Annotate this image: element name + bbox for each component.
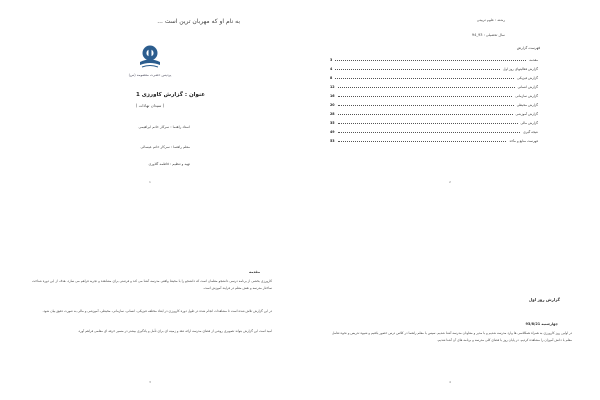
toc-item-page: 49 bbox=[330, 129, 335, 134]
toc-item[interactable] bbox=[330, 64, 538, 73]
toc-item[interactable] bbox=[330, 118, 538, 127]
toc-item-label: گزارش مالی bbox=[520, 120, 538, 125]
toc-leader bbox=[338, 131, 521, 133]
toc-page bbox=[300, 0, 600, 200]
toc-leader bbox=[338, 113, 513, 115]
first-day-report-page bbox=[300, 200, 600, 400]
intro-page bbox=[0, 200, 300, 400]
report-title: عنوان : گزارش کاورزی 1 bbox=[135, 92, 205, 98]
toc-item-page: 3 bbox=[330, 57, 333, 62]
toc-item[interactable] bbox=[330, 136, 538, 145]
page-number: 4 bbox=[449, 380, 451, 384]
toc-item-label: گزارش محیطی bbox=[516, 102, 538, 107]
toc-leader bbox=[335, 59, 526, 61]
toc-item-page: 4 bbox=[330, 66, 333, 71]
intro-paragraph: امید است این گزارش بتواند تصویری روشن از فضای مدرسه ارائه دهد و زمینه ای برای تأمل و یادگیری بیشتر در مسیر حرفه ای معلمی فراهم آورد. bbox=[77, 329, 272, 333]
toc-leader bbox=[338, 104, 514, 106]
intro-heading: مقدمه bbox=[249, 270, 260, 274]
supervisor-line: استاد راهنما : سرکار خانم ابراهیمی bbox=[138, 125, 190, 129]
toc-leader bbox=[335, 77, 514, 79]
page-number: 1 bbox=[149, 180, 151, 184]
toc-item-label: گزارش فعالیتهای روز اول bbox=[502, 66, 538, 71]
author-line: تهیه و تنظیم : فاطمه گلاوری bbox=[148, 162, 190, 166]
university-name: پردیس حضرت معصومه (س) bbox=[128, 73, 172, 77]
toc-item-page: 53 bbox=[330, 138, 335, 143]
invocation-text: به نام او که مهربان ترین است ... bbox=[157, 18, 240, 25]
toc-item-label: مقدمه bbox=[529, 57, 538, 62]
toc-item-page: 12 bbox=[330, 84, 335, 89]
toc-item-label: گزارش آموزشی bbox=[515, 111, 538, 116]
intro-paragraph: در این گزارش تلاش شده است تا مشاهدات انجام شده در طول دوره کارورزی در ابعاد مختلف فیزیکی، انسانی، سازمانی، محیطی، آموزشی و مالی به صورت دقیق بیان شود. bbox=[42, 309, 272, 313]
mentor-line: معلم راهنما : سرکار خانم عیسائی bbox=[140, 145, 190, 149]
toc-item[interactable] bbox=[330, 91, 538, 100]
page-number: 2 bbox=[449, 180, 451, 184]
report-day-date: چهارشنبه 93/8/21 bbox=[525, 322, 558, 326]
toc-item-label: فهرست منابع و مآخذ bbox=[509, 138, 538, 143]
toc-item-page: 16 bbox=[330, 93, 335, 98]
intro-paragraph: کارورزی بخشی از برنامه درسی دانشجو معلمان است که دانشجو را با محیط واقعی مدرسه آشنا می کند و فرصتی برای مشاهده و تجربه فراهم می سازد. هدف از این دوره شناخت ساختار مدرسه و نقش معلم در فرایند آموزش است. bbox=[32, 279, 272, 290]
toc-leader bbox=[335, 68, 500, 70]
toc-item[interactable] bbox=[330, 109, 538, 118]
report-subtitle: ( سیدان تهاذات ) bbox=[135, 103, 165, 108]
cover-page bbox=[0, 0, 300, 200]
report-section-title: گزارش روز اول bbox=[528, 297, 560, 302]
academic-year: سال تحصیلی : 93_94 bbox=[471, 33, 505, 37]
toc-leader bbox=[338, 140, 507, 142]
toc-item[interactable] bbox=[330, 127, 538, 136]
toc-list bbox=[330, 55, 538, 145]
toc-leader bbox=[338, 122, 518, 124]
toc-item-label: گزارش سازمانی bbox=[515, 93, 538, 98]
university-logo-icon bbox=[136, 43, 164, 71]
toc-item-label: نتیجه گیری bbox=[523, 129, 538, 134]
toc-item-page: 28 bbox=[330, 111, 335, 116]
toc-item-page: 35 bbox=[330, 120, 335, 125]
toc-item-page: 20 bbox=[330, 102, 335, 107]
toc-item[interactable] bbox=[330, 100, 538, 109]
toc-item-label: گزارش فیزیکی bbox=[517, 75, 538, 80]
page-number: 3 bbox=[149, 380, 151, 384]
toc-item[interactable] bbox=[330, 82, 538, 91]
report-body: در اولین روز کارورزی به همراه همکلاسی ها وارد مدرسه شدیم و با مدیر و معاونان مدرسه آشنا شدیم. سپس با معلم راهنما در کلاس درس حضور یافتیم و شیوه تدریس و نحوه تعامل معلم با دانش آموزان را مشاهده کردیم. در پایان روز با فضای کلی مدرسه و برنامه های آن آشنا شدیم. bbox=[332, 331, 572, 342]
toc-heading: فهرست گزارش bbox=[516, 46, 540, 50]
field-of-study: رشته : علوم تربیتی bbox=[476, 18, 505, 22]
toc-item[interactable] bbox=[330, 73, 538, 82]
toc-leader bbox=[338, 95, 513, 97]
toc-item[interactable] bbox=[330, 55, 538, 64]
toc-leader bbox=[338, 86, 515, 88]
toc-item-label: گزارش انسانی bbox=[517, 84, 538, 89]
toc-item-page: 8 bbox=[330, 75, 333, 80]
